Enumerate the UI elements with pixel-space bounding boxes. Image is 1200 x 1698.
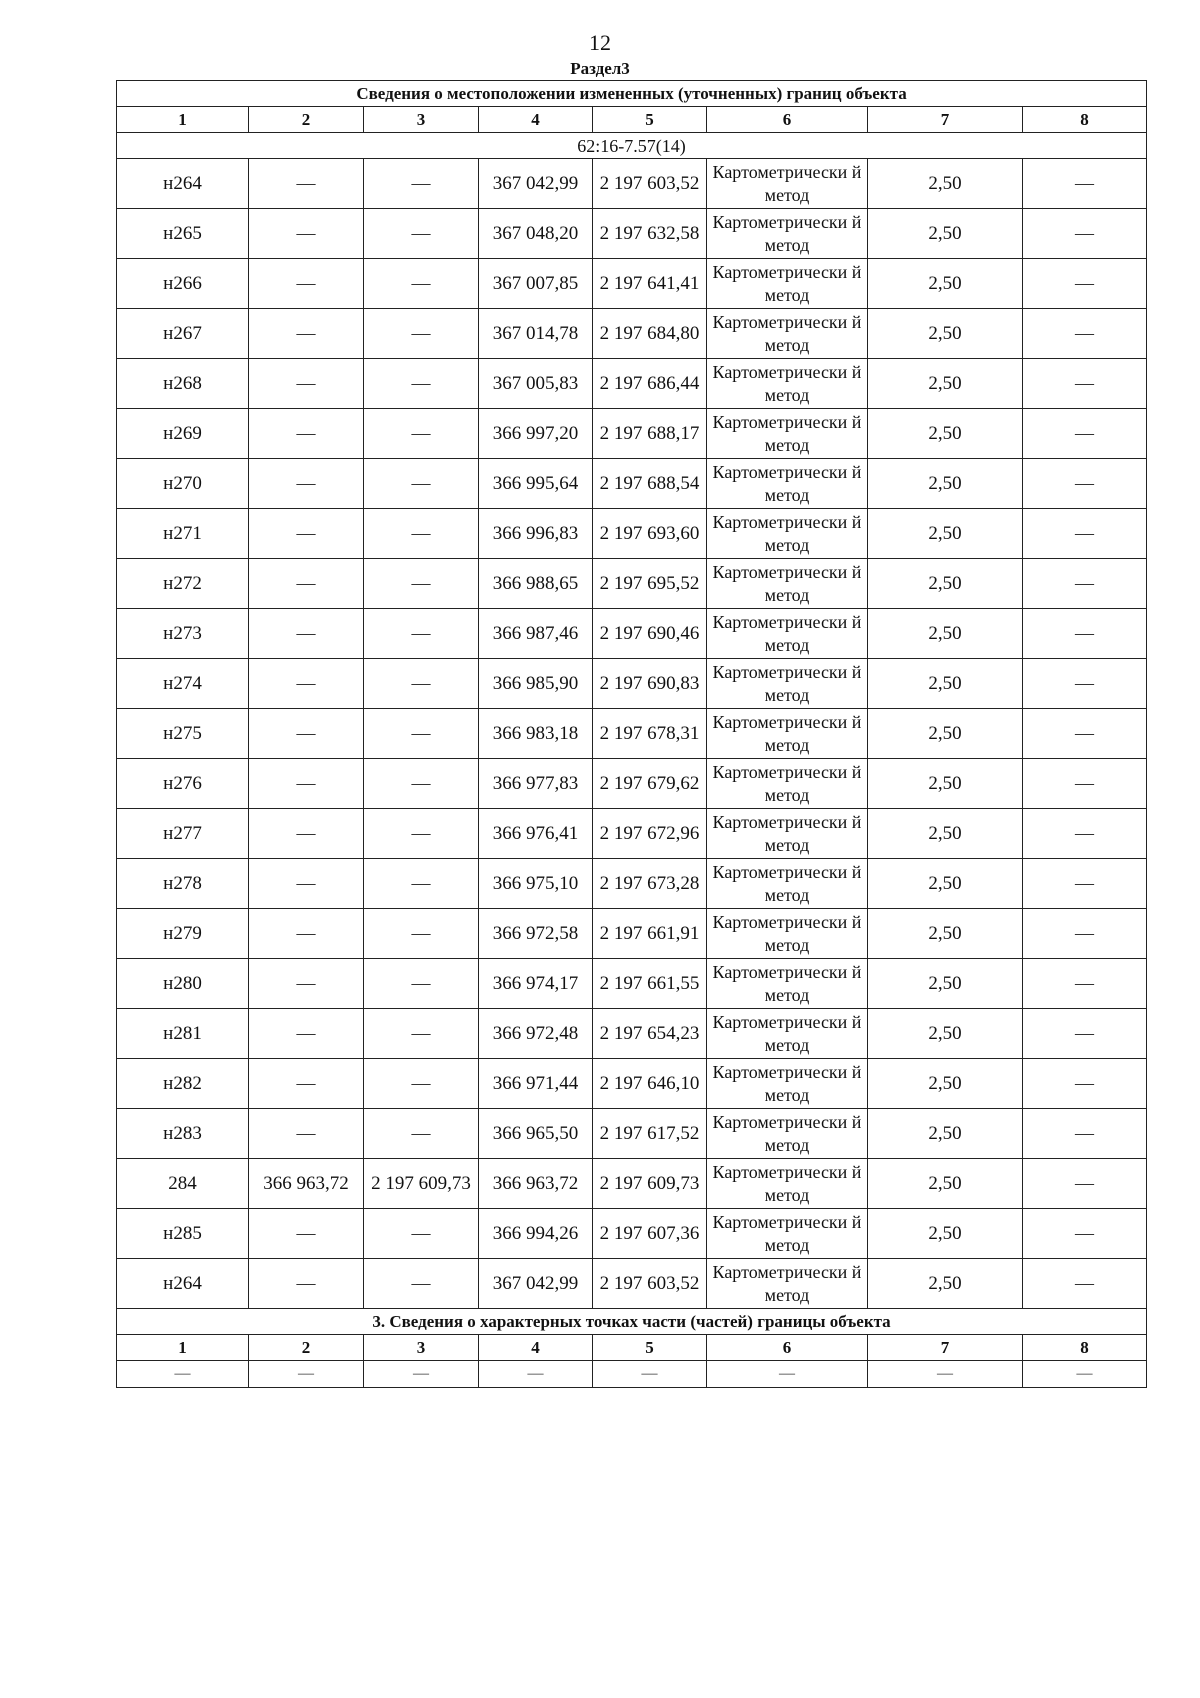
existing-x-cell: — [249, 1259, 364, 1309]
existing-x-cell: — [249, 459, 364, 509]
accuracy-cell: 2,50 [868, 309, 1023, 359]
point-number-cell: н269 [117, 409, 249, 459]
table-row [117, 159, 1147, 209]
column-number: 6 [707, 1335, 868, 1361]
table-caption-row [117, 81, 1147, 107]
accuracy-cell: 2,50 [868, 409, 1023, 459]
table-row [117, 809, 1147, 859]
table-row [117, 859, 1147, 909]
existing-y-cell: — [364, 909, 479, 959]
point-number-cell: н277 [117, 809, 249, 859]
accuracy-cell: 2,50 [868, 1159, 1023, 1209]
description-cell: — [1023, 559, 1147, 609]
method-cell: Картометрически й метод [707, 709, 868, 759]
new-y-cell: 2 197 688,54 [593, 459, 707, 509]
table-row [117, 509, 1147, 559]
accuracy-cell: 2,50 [868, 359, 1023, 409]
accuracy-cell: 2,50 [868, 659, 1023, 709]
description-cell: — [1023, 409, 1147, 459]
existing-x-cell: — [249, 409, 364, 459]
empty-cell: — [117, 1361, 249, 1388]
empty-cell: — [1023, 1361, 1147, 1388]
method-cell: Картометрически й метод [707, 609, 868, 659]
accuracy-cell: 2,50 [868, 959, 1023, 1009]
new-y-cell: 2 197 603,52 [593, 159, 707, 209]
existing-y-cell: — [364, 309, 479, 359]
description-cell: — [1023, 709, 1147, 759]
existing-x-cell: — [249, 709, 364, 759]
existing-x-cell: — [249, 809, 364, 859]
table-row [117, 1059, 1147, 1109]
new-y-cell: 2 197 673,28 [593, 859, 707, 909]
existing-y-cell: — [364, 459, 479, 509]
new-y-cell: 2 197 678,31 [593, 709, 707, 759]
table-row [117, 309, 1147, 359]
accuracy-cell: 2,50 [868, 209, 1023, 259]
existing-y-cell: — [364, 1009, 479, 1059]
existing-x-cell: — [249, 1059, 364, 1109]
existing-x-cell: — [249, 759, 364, 809]
existing-x-cell: — [249, 859, 364, 909]
new-x-cell: 366 988,65 [479, 559, 593, 609]
new-x-cell: 366 972,48 [479, 1009, 593, 1059]
cadastral-group-row [117, 133, 1147, 159]
point-number-cell: н264 [117, 159, 249, 209]
empty-cell: — [707, 1361, 868, 1388]
existing-y-cell: — [364, 959, 479, 1009]
column-number: 2 [249, 1335, 364, 1361]
table-caption: Сведения о местоположении измененных (уточненных) границ объекта [117, 81, 1147, 107]
existing-x-cell: — [249, 159, 364, 209]
method-cell: Картометрически й метод [707, 1109, 868, 1159]
new-x-cell: 367 007,85 [479, 259, 593, 309]
description-cell: — [1023, 159, 1147, 209]
new-y-cell: 2 197 690,83 [593, 659, 707, 709]
accuracy-cell: 2,50 [868, 509, 1023, 559]
new-x-cell: 367 014,78 [479, 309, 593, 359]
point-number-cell: 284 [117, 1159, 249, 1209]
column-number: 7 [868, 1335, 1023, 1361]
new-y-cell: 2 197 661,91 [593, 909, 707, 959]
column-number: 7 [868, 107, 1023, 133]
section3-column-number-row [117, 1335, 1147, 1361]
accuracy-cell: 2,50 [868, 859, 1023, 909]
method-cell: Картометрически й метод [707, 959, 868, 1009]
column-number: 1 [117, 107, 249, 133]
table-row [117, 959, 1147, 1009]
table-body [117, 81, 1147, 1388]
description-cell: — [1023, 859, 1147, 909]
existing-x-cell: — [249, 1009, 364, 1059]
description-cell: — [1023, 809, 1147, 859]
new-x-cell: 366 985,90 [479, 659, 593, 709]
method-cell: Картометрически й метод [707, 559, 868, 609]
existing-x-cell: — [249, 309, 364, 359]
point-number-cell: н264 [117, 1259, 249, 1309]
existing-x-cell: — [249, 509, 364, 559]
column-number: 5 [593, 107, 707, 133]
method-cell: Картометрически й метод [707, 859, 868, 909]
empty-cell: — [364, 1361, 479, 1388]
method-cell: Картометрически й метод [707, 909, 868, 959]
existing-y-cell: — [364, 259, 479, 309]
point-number-cell: н276 [117, 759, 249, 809]
point-number-cell: н285 [117, 1209, 249, 1259]
new-x-cell: 366 977,83 [479, 759, 593, 809]
description-cell: — [1023, 1259, 1147, 1309]
existing-x-cell: 366 963,72 [249, 1159, 364, 1209]
existing-x-cell: — [249, 1209, 364, 1259]
new-y-cell: 2 197 688,17 [593, 409, 707, 459]
existing-y-cell: — [364, 1059, 479, 1109]
new-x-cell: 366 983,18 [479, 709, 593, 759]
point-number-cell: н280 [117, 959, 249, 1009]
table-row [117, 409, 1147, 459]
existing-y-cell: — [364, 1209, 479, 1259]
existing-y-cell: — [364, 609, 479, 659]
point-number-cell: н275 [117, 709, 249, 759]
point-number-cell: н279 [117, 909, 249, 959]
method-cell: Картометрически й метод [707, 809, 868, 859]
column-number: 6 [707, 107, 868, 133]
description-cell: — [1023, 1059, 1147, 1109]
table-row [117, 259, 1147, 309]
existing-y-cell: — [364, 759, 479, 809]
accuracy-cell: 2,50 [868, 1059, 1023, 1109]
existing-y-cell: — [364, 659, 479, 709]
new-y-cell: 2 197 646,10 [593, 1059, 707, 1109]
new-x-cell: 367 042,99 [479, 159, 593, 209]
accuracy-cell: 2,50 [868, 809, 1023, 859]
existing-y-cell: — [364, 409, 479, 459]
table-row [117, 909, 1147, 959]
accuracy-cell: 2,50 [868, 1259, 1023, 1309]
new-x-cell: 367 042,99 [479, 1259, 593, 1309]
boundary-table [116, 80, 1147, 1388]
accuracy-cell: 2,50 [868, 259, 1023, 309]
existing-y-cell: — [364, 209, 479, 259]
table-row [117, 1259, 1147, 1309]
new-x-cell: 366 976,41 [479, 809, 593, 859]
new-x-cell: 367 048,20 [479, 209, 593, 259]
method-cell: Картометрически й метод [707, 209, 868, 259]
section3-caption: 3. Сведения о характерных точках части (частей) границы объекта [117, 1309, 1147, 1335]
table-row [117, 359, 1147, 409]
column-number: 8 [1023, 1335, 1147, 1361]
accuracy-cell: 2,50 [868, 159, 1023, 209]
accuracy-cell: 2,50 [868, 609, 1023, 659]
new-y-cell: 2 197 679,62 [593, 759, 707, 809]
point-number-cell: н274 [117, 659, 249, 709]
point-number-cell: н271 [117, 509, 249, 559]
description-cell: — [1023, 309, 1147, 359]
method-cell: Картометрически й метод [707, 759, 868, 809]
description-cell: — [1023, 659, 1147, 709]
accuracy-cell: 2,50 [868, 459, 1023, 509]
accuracy-cell: 2,50 [868, 559, 1023, 609]
new-y-cell: 2 197 684,80 [593, 309, 707, 359]
method-cell: Картометрически й метод [707, 1059, 868, 1109]
description-cell: — [1023, 1209, 1147, 1259]
point-number-cell: н266 [117, 259, 249, 309]
new-y-cell: 2 197 695,52 [593, 559, 707, 609]
point-number-cell: н273 [117, 609, 249, 659]
new-x-cell: 366 972,58 [479, 909, 593, 959]
new-y-cell: 2 197 661,55 [593, 959, 707, 1009]
accuracy-cell: 2,50 [868, 1009, 1023, 1059]
existing-y-cell: — [364, 1109, 479, 1159]
table-row [117, 1009, 1147, 1059]
page-number: 12 [589, 30, 611, 55]
point-number-cell: н278 [117, 859, 249, 909]
existing-x-cell: — [249, 209, 364, 259]
existing-x-cell: — [249, 609, 364, 659]
column-number: 5 [593, 1335, 707, 1361]
method-cell: Картометрически й метод [707, 1259, 868, 1309]
table-row [117, 559, 1147, 609]
new-x-cell: 366 965,50 [479, 1109, 593, 1159]
method-cell: Картометрически й метод [707, 1209, 868, 1259]
existing-x-cell: — [249, 659, 364, 709]
new-y-cell: 2 197 641,41 [593, 259, 707, 309]
description-cell: — [1023, 1159, 1147, 1209]
method-cell: Картометрически й метод [707, 1159, 868, 1209]
section3-caption-row [117, 1309, 1147, 1335]
new-x-cell: 366 994,26 [479, 1209, 593, 1259]
description-cell: — [1023, 509, 1147, 559]
column-number: 4 [479, 1335, 593, 1361]
description-cell: — [1023, 459, 1147, 509]
table-row [117, 759, 1147, 809]
existing-y-cell: — [364, 1259, 479, 1309]
new-y-cell: 2 197 617,52 [593, 1109, 707, 1159]
method-cell: Картометрически й метод [707, 159, 868, 209]
method-cell: Картометрически й метод [707, 659, 868, 709]
existing-x-cell: — [249, 559, 364, 609]
description-cell: — [1023, 959, 1147, 1009]
accuracy-cell: 2,50 [868, 709, 1023, 759]
accuracy-cell: 2,50 [868, 759, 1023, 809]
new-y-cell: 2 197 632,58 [593, 209, 707, 259]
table-row [117, 609, 1147, 659]
table-row [117, 709, 1147, 759]
new-x-cell: 367 005,83 [479, 359, 593, 409]
existing-x-cell: — [249, 259, 364, 309]
new-x-cell: 366 995,64 [479, 459, 593, 509]
new-x-cell: 366 963,72 [479, 1159, 593, 1209]
point-number-cell: н265 [117, 209, 249, 259]
empty-cell: — [249, 1361, 364, 1388]
existing-y-cell: 2 197 609,73 [364, 1159, 479, 1209]
new-y-cell: 2 197 609,73 [593, 1159, 707, 1209]
point-number-cell: н270 [117, 459, 249, 509]
description-cell: — [1023, 1109, 1147, 1159]
description-cell: — [1023, 259, 1147, 309]
existing-y-cell: — [364, 809, 479, 859]
column-number: 1 [117, 1335, 249, 1361]
existing-y-cell: — [364, 709, 479, 759]
new-x-cell: 366 974,17 [479, 959, 593, 1009]
empty-cell: — [479, 1361, 593, 1388]
point-number-cell: н282 [117, 1059, 249, 1109]
new-y-cell: 2 197 686,44 [593, 359, 707, 409]
new-y-cell: 2 197 654,23 [593, 1009, 707, 1059]
point-number-cell: н281 [117, 1009, 249, 1059]
new-x-cell: 366 971,44 [479, 1059, 593, 1109]
accuracy-cell: 2,50 [868, 909, 1023, 959]
description-cell: — [1023, 609, 1147, 659]
description-cell: — [1023, 1009, 1147, 1059]
section-title: Раздел3 [570, 59, 630, 78]
point-number-cell: н272 [117, 559, 249, 609]
description-cell: — [1023, 209, 1147, 259]
existing-x-cell: — [249, 909, 364, 959]
method-cell: Картометрически й метод [707, 509, 868, 559]
column-number: 4 [479, 107, 593, 133]
new-y-cell: 2 197 672,96 [593, 809, 707, 859]
new-y-cell: 2 197 603,52 [593, 1259, 707, 1309]
method-cell: Картометрически й метод [707, 1009, 868, 1059]
empty-cell: — [593, 1361, 707, 1388]
accuracy-cell: 2,50 [868, 1209, 1023, 1259]
new-y-cell: 2 197 693,60 [593, 509, 707, 559]
description-cell: — [1023, 359, 1147, 409]
existing-y-cell: — [364, 859, 479, 909]
existing-y-cell: — [364, 509, 479, 559]
method-cell: Картометрически й метод [707, 309, 868, 359]
table-row [117, 209, 1147, 259]
existing-x-cell: — [249, 1109, 364, 1159]
method-cell: Картометрически й метод [707, 409, 868, 459]
new-x-cell: 366 975,10 [479, 859, 593, 909]
new-x-cell: 366 997,20 [479, 409, 593, 459]
accuracy-cell: 2,50 [868, 1109, 1023, 1159]
empty-cell: — [868, 1361, 1023, 1388]
existing-y-cell: — [364, 159, 479, 209]
method-cell: Картометрически й метод [707, 459, 868, 509]
table-row [117, 459, 1147, 509]
section3-empty-row [117, 1361, 1147, 1388]
point-number-cell: н267 [117, 309, 249, 359]
column-number: 2 [249, 107, 364, 133]
point-number-cell: н283 [117, 1109, 249, 1159]
table-row [117, 1109, 1147, 1159]
existing-x-cell: — [249, 359, 364, 409]
column-number-row [117, 107, 1147, 133]
point-number-cell: н268 [117, 359, 249, 409]
column-number: 8 [1023, 107, 1147, 133]
column-number: 3 [364, 107, 479, 133]
column-number: 3 [364, 1335, 479, 1361]
new-y-cell: 2 197 690,46 [593, 609, 707, 659]
method-cell: Картометрически й метод [707, 259, 868, 309]
table-row [117, 1159, 1147, 1209]
new-y-cell: 2 197 607,36 [593, 1209, 707, 1259]
existing-x-cell: — [249, 959, 364, 1009]
table-row [117, 1209, 1147, 1259]
description-cell: — [1023, 759, 1147, 809]
existing-y-cell: — [364, 559, 479, 609]
table-row [117, 659, 1147, 709]
cadastral-number: 62:16-7.57(14) [117, 133, 1147, 159]
method-cell: Картометрически й метод [707, 359, 868, 409]
new-x-cell: 366 996,83 [479, 509, 593, 559]
description-cell: — [1023, 909, 1147, 959]
existing-y-cell: — [364, 359, 479, 409]
new-x-cell: 366 987,46 [479, 609, 593, 659]
